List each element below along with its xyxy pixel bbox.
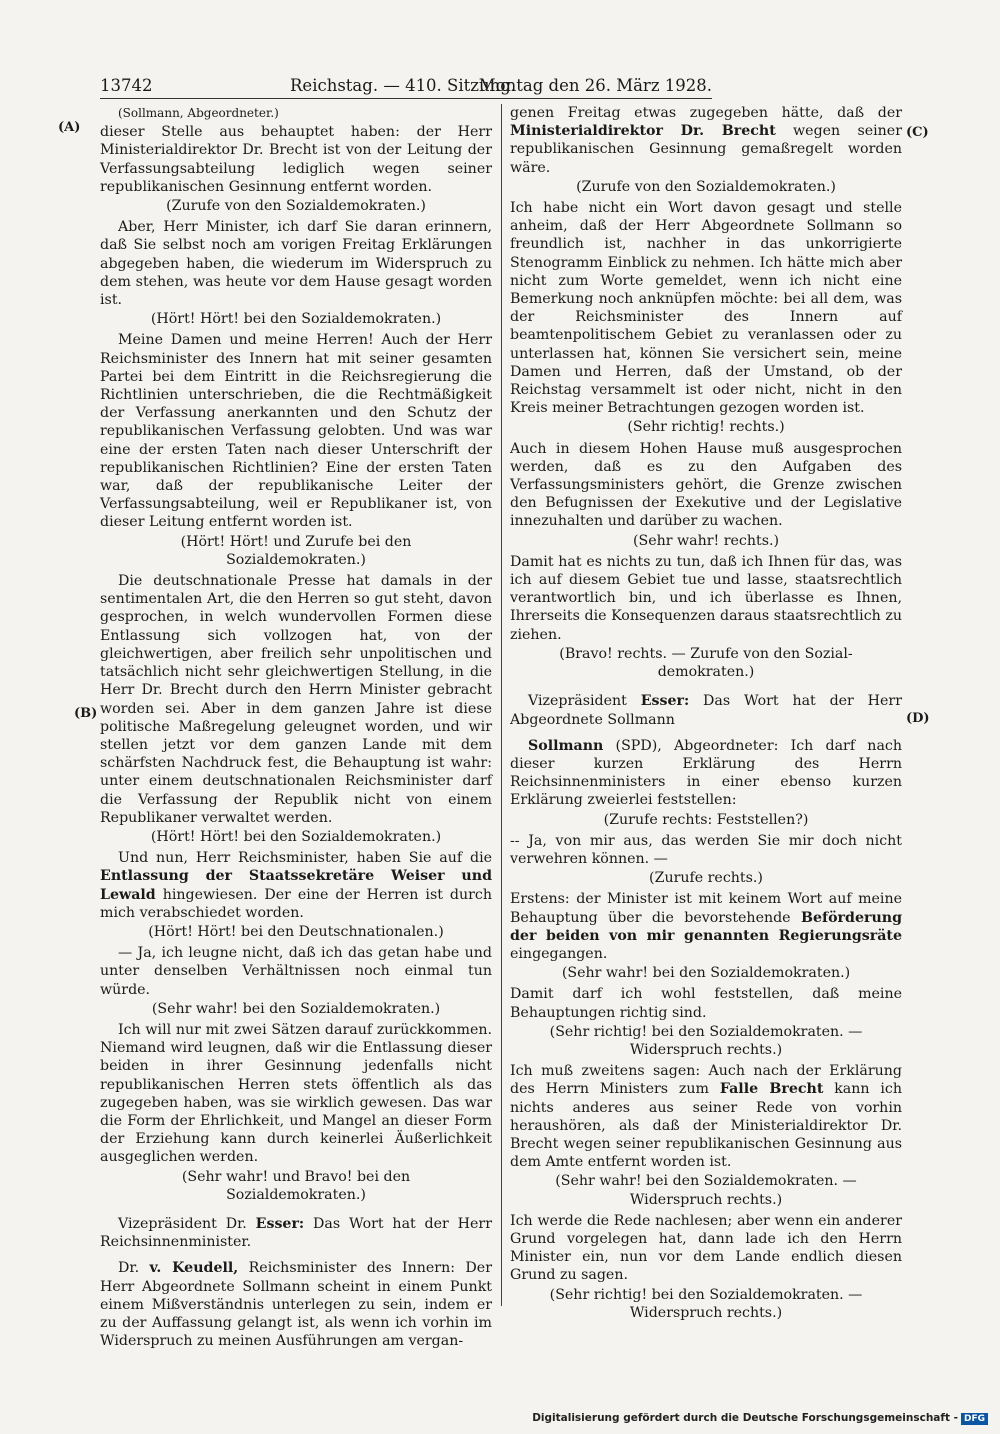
interjection: (Sehr wahr! rechts.) bbox=[632, 532, 780, 549]
margin-letter-b: (B) bbox=[74, 706, 98, 721]
paragraph: -- Ja, von mir aus, das werden Sie mir doch nicht verwehren können. — bbox=[510, 832, 902, 867]
page-number: 13742 bbox=[100, 76, 153, 95]
paragraph: Ich werde die Rede nachlesen; aber wenn ein anderer Grund vorgelegen hat, dann lade ich den Herrn Minister ein, nun vor dem Lande endlich diesen Grund zu sagen. bbox=[510, 1212, 902, 1284]
margin-letter-a: (A) bbox=[58, 120, 81, 135]
interjection: (Zurufe rechts.) bbox=[649, 870, 763, 887]
paragraph: Damit hat es nichts zu tun, daß ich Ihnen für das, was ich auf diesem Gebiet tue und lasse, staatsrechtlich verantwortlich bin, und ich überlasse es Ihnen, Ihrerseits die Konsequenzen daraus staatsrechtlich zu ziehen. bbox=[510, 553, 902, 643]
speaker-name: Sollmann bbox=[528, 737, 604, 754]
speaker-paragraph: Dr. v. Keudell, Reichsminister des Innern: Der Herr Abgeordnete Sollmann scheint in einem Punkt einem Mißverständnis unterlegen zu sein, indem er zu der Auffassung gelangt ist, als wenn ich vorhin im Widerspruch zu meinen Ausführungen am vergan- bbox=[100, 1260, 492, 1350]
interjection: (Hört! Hört! bei den Sozialdemokraten.) bbox=[150, 828, 442, 845]
footer bbox=[532, 1412, 988, 1425]
interjection: (Zurufe rechts: Feststellen?) bbox=[603, 811, 809, 828]
margin-letter-c: (C) bbox=[906, 125, 929, 140]
paragraph: Die deutschnationale Presse hat damals in der sentimentalen Art, die den Herren so gut steht, davon gesprochen, in welch wundervollen Formen diese Entlassung sich vollzogen hat, von der gleichwertigen, aber freilich sehr unpolitischen und tatsächlich nicht sehr gleichwertigen Stellung, in die Herr Dr. Brecht durch den Herrn Minister gebracht worden sei. Aber in dem ganzen Jahre ist diese politische Maßregelung geleugnet worden, und wir stellen jetzt vor dem ganzen Lande mit dem schärfsten Nachdruck fest, die Behauptung ist wahr: unter einem deutschnationalen Reichsminister darf die Verfassung der Republik nicht von einem Republikaner verwaltet werden. bbox=[100, 573, 492, 826]
session-date: Montag den 26. März 1928. bbox=[478, 76, 712, 95]
paragraph: Und nun, Herr Reichsminister, haben Sie auf die Entlassung der Staatssekretäre Weiser und Lewald hingewiesen. Der eine der Herren ist durch mich verabschiedet worden. bbox=[100, 850, 492, 921]
interjection: (Zurufe von den Sozialdemokraten.) bbox=[166, 198, 426, 215]
interjection-line: (Hört! Hört! und Zurufe bei den bbox=[180, 533, 412, 550]
interjection-line: (Sehr wahr! und Bravo! bei den bbox=[181, 1168, 411, 1185]
column-divider bbox=[501, 104, 502, 1306]
interjection bbox=[100, 1168, 492, 1204]
emphasis: Ministerialdirektor Dr. Brecht bbox=[510, 123, 776, 140]
paragraph: — Ja, ich leugne nicht, daß ich das getan habe und unter denselben Verhältnissen noch einmal tun würde. bbox=[100, 945, 492, 998]
paragraph: Ich muß zweitens sagen: Auch nach der Erklärung des Herrn Ministers zum Falle Brecht kann ich nichts anderes aus seiner Rede von vorhin heraushören, als daß der Ministerialdirektor Dr. Brecht wegen seiner republikanischen Gesinnung aus dem Amte entfernt worden ist. bbox=[510, 1063, 902, 1171]
interjection bbox=[510, 645, 902, 681]
speaker-name: Esser: bbox=[255, 1215, 305, 1232]
interjection-line: Widerspruch rechts.) bbox=[629, 1041, 783, 1058]
emphasis: Falle Brecht bbox=[719, 1081, 824, 1098]
speaker-paragraph: Vizepräsident Esser: Das Wort hat der Herr Abgeordnete Sollmann bbox=[510, 693, 902, 728]
footer-text: Digitalisierung gefördert durch die Deutsche Forschungsgemeinschaft - bbox=[532, 1412, 958, 1424]
speaker-paragraph: Vizepräsident Dr. Esser: Das Wort hat der Herr Reichsinnenminister. bbox=[100, 1215, 492, 1251]
interjection-line: Sozialdemokraten.) bbox=[226, 1186, 366, 1203]
interjection: (Sehr wahr! bei den Sozialdemokraten.) bbox=[151, 1000, 441, 1017]
interjection-line: demokraten.) bbox=[657, 664, 755, 681]
paragraph: Meine Damen und meine Herren! Auch der Herr Reichsminister des Innern hat mit seiner gesamten Partei bei dem Eintritt in die Reichsregierung die Richtlinien unterschrieben, die die Rechtmäßigkeit der Verfassung anerkannten und den Schutz der republikanischen Verfassung gelobten. Und was war eine der ersten Taten nach dieser Unterschrift der republikanischen Richtlinien? Eine der ersten Taten war, daß der republikanische Leiter der Verfassungsabteilung, weil er Republikaner ist, von dieser Leitung entfernt worden ist. bbox=[100, 332, 492, 531]
paragraph: Erstens: der Minister ist mit keinem Wort auf meine Behauptung über die bevorstehende Beförderung der beiden von mir genannten Regierungsräte eingegangen. bbox=[510, 891, 902, 962]
interjection-line: Sozialdemokraten.) bbox=[226, 551, 366, 568]
speaker-paragraph: Sollmann (SPD), Abgeordneter: Ich darf nach dieser kurzen Erklärung des Herrn Reichsinnenministers in einer ebenso kurzen Erklärung zweierlei feststellen: bbox=[510, 737, 902, 809]
left-column bbox=[100, 104, 492, 1350]
page-header bbox=[100, 76, 712, 99]
paragraph: Damit darf ich wohl feststellen, daß meine Behauptungen richtig sind. bbox=[510, 986, 902, 1021]
emphasis: Beförderung der beiden von mir genannten Regierungsräte bbox=[510, 909, 902, 944]
interjection: (Hört! Hört! bei den Deutschnationalen.) bbox=[148, 923, 444, 940]
paragraph: Ich habe nicht ein Wort davon gesagt und stelle anheim, daß der Herr Abgeordnete Sollmann so freundlich ist, nachher in das unkorrigierte Stenogramm Einblick zu nehmen. Ich hätte mich aber nicht zum Worte gemeldet, wenn ich nicht eine Bemerkung noch anknüpfen möchte: bei all dem, was der Reichsminister des Innern auf beamtenpolitischem Gebiet zu veranlassen oder zu unterlassen hat, können Sie versichert sein, meine Damen und Herren, daß der Umstand, ob der Reichstag versammelt ist oder nicht, nicht in den Kreis meiner Betrachtungen gezogen worden ist. bbox=[510, 200, 902, 417]
interjection: (Sehr wahr! bei den Sozialdemokraten.) bbox=[561, 965, 851, 982]
emphasis: Entlassung der Staatssekretäre Weiser und Lewald bbox=[100, 868, 492, 903]
interjection: (Sehr richtig! rechts.) bbox=[627, 419, 785, 436]
right-column bbox=[510, 104, 902, 1325]
interjection: (Hört! Hört! bei den Sozialdemokraten.) bbox=[150, 311, 442, 328]
interjection bbox=[510, 1172, 902, 1208]
interjection-line: (Sehr wahr! bei den Sozialdemokraten. — bbox=[555, 1173, 857, 1190]
speaker-head: (Sollmann, Abgeordneter.) bbox=[118, 106, 279, 120]
interjection bbox=[510, 1286, 902, 1322]
paragraph: Aber, Herr Minister, ich darf Sie daran erinnern, daß Sie selbst noch am vorigen Freitag Erklärungen abgegeben haben, die wiederum im Widerspruch zu dem stehen, was heute vor dem Hause gesagt worden ist. bbox=[100, 219, 492, 309]
interjection-line: (Bravo! rechts. — Zurufe von den Sozial- bbox=[559, 645, 853, 662]
session-title: Reichstag. — 410. Sitzung. bbox=[290, 76, 517, 95]
interjection: (Zurufe von den Sozialdemokraten.) bbox=[576, 178, 836, 195]
speaker-name: v. Keudell, bbox=[149, 1260, 239, 1277]
interjection bbox=[510, 1023, 902, 1059]
interjection bbox=[100, 533, 492, 569]
interjection-line: (Sehr richtig! bei den Sozialdemokraten. — bbox=[549, 1286, 863, 1303]
paragraph: Auch in diesem Hohen Hause muß ausgesprochen werden, daß es zu den Aufgaben des Verfassungsministers gehört, die Grenze zwischen den Befugnissen der Exekutive und der Legislative innezuhalten und darüber zu wachen. bbox=[510, 440, 902, 530]
speaker-name: Esser: bbox=[640, 693, 690, 710]
paragraph: genen Freitag etwas zugegeben hätte, daß der Ministerialdirektor Dr. Brecht wegen seiner republikanischen Gesinnung gemaßregelt worden wäre. bbox=[510, 105, 902, 176]
interjection-line: (Sehr richtig! bei den Sozialdemokraten. — bbox=[549, 1023, 863, 1040]
margin-letter-d: (D) bbox=[906, 711, 930, 726]
interjection-line: Widerspruch rechts.) bbox=[629, 1304, 783, 1321]
paragraph: Ich will nur mit zwei Sätzen darauf zurückkommen. Niemand wird leugnen, daß wir die Entlassung dieser beiden in ihrer Gesinnung jedenfalls nicht republikanischen Herren stets öffentlich als das zugegeben haben, was sie wirklich gewesen. Das war die Form der Ehrlichkeit, und Mangel an dieser Form der Erziehung kann durch keinerlei Äußerlichkeit ausgeglichen werden. bbox=[100, 1021, 492, 1166]
interjection-line: Widerspruch rechts.) bbox=[629, 1191, 783, 1208]
paragraph: dieser Stelle aus behauptet haben: der Herr Ministerialdirektor Dr. Brecht ist von der Leitung der Verfassungsabteilung lediglich wegen seiner republikanischen Gesinnung entfernt worden. bbox=[100, 124, 492, 195]
dfg-logo: DFG bbox=[961, 1413, 988, 1425]
